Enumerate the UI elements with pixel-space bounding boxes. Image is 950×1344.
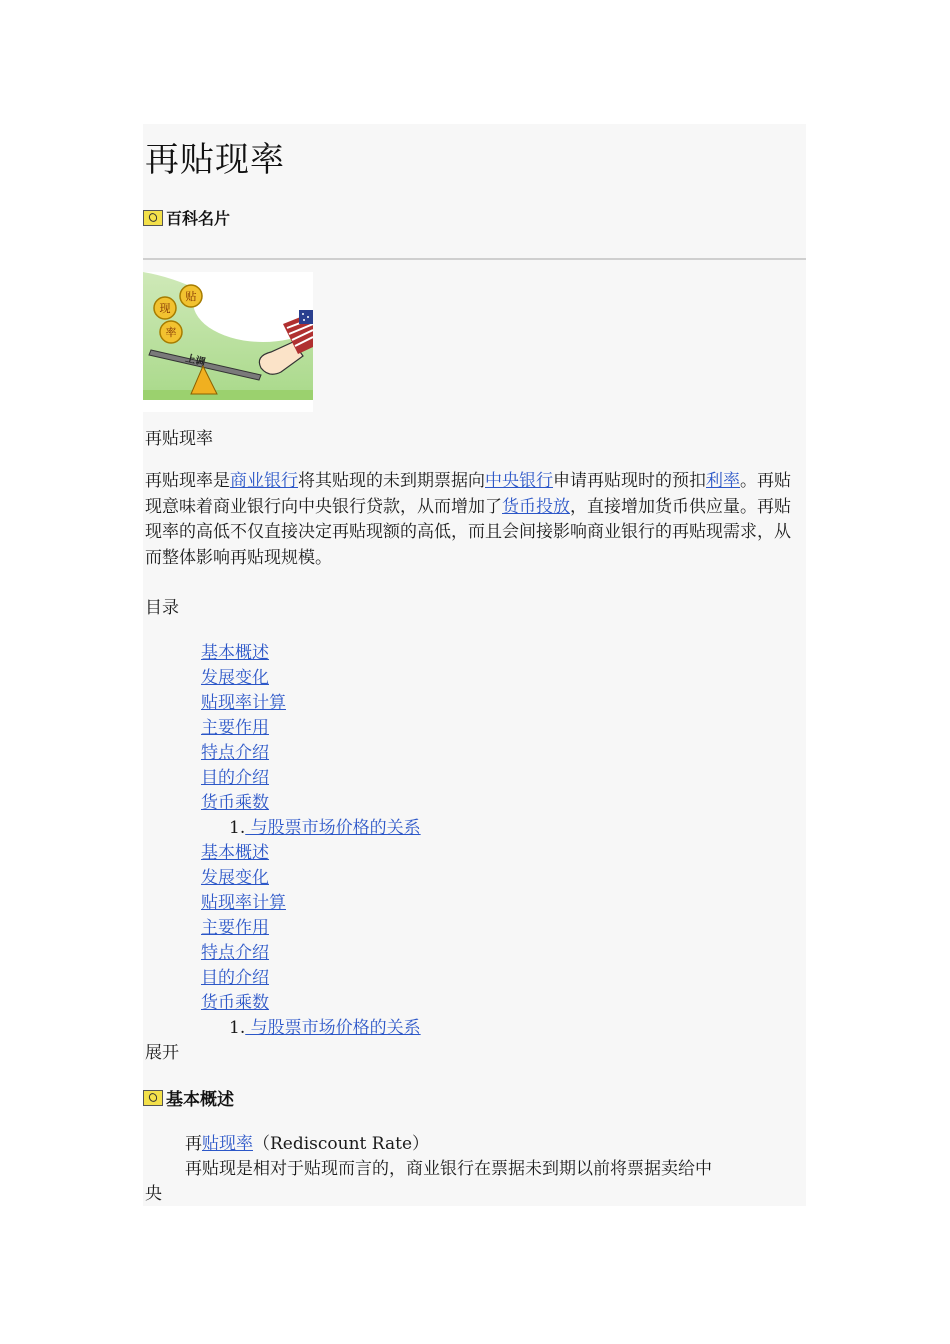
toc-item[interactable]: 贴现率计算: [201, 893, 286, 913]
intro-paragraph: [145, 469, 807, 571]
section-basic-overview-header: [143, 1085, 234, 1110]
toc-item[interactable]: 目的介绍: [201, 968, 269, 988]
toc-item[interactable]: 基本概述: [201, 843, 269, 863]
body-text: （Rediscount Rate）: [253, 1134, 430, 1154]
link-money-supply[interactable]: 货币投放: [502, 496, 570, 517]
toc-item[interactable]: 主要作用: [201, 718, 269, 738]
expand-toggle[interactable]: 展开: [145, 1043, 179, 1063]
toc-item[interactable]: 特点介绍: [201, 943, 269, 963]
image-caption: 再贴现率: [145, 429, 213, 449]
section-icon: [143, 210, 163, 226]
page-title: 再贴现率: [145, 140, 285, 180]
card-section-header: [143, 206, 230, 229]
toc-item[interactable]: 特点介绍: [201, 743, 269, 763]
illustration-image: [143, 272, 313, 412]
toc-item[interactable]: 货币乘数: [201, 993, 269, 1013]
link-interest-rate[interactable]: 利率: [706, 471, 740, 491]
beam-label: 上调: [184, 353, 207, 369]
link-central-bank[interactable]: 中央银行: [485, 471, 553, 491]
section-icon: [143, 1090, 163, 1106]
intro-text: 再贴现率是: [145, 471, 230, 491]
toc-item[interactable]: 基本概述: [201, 643, 269, 663]
intro-text: 将其贴现的未到期票据向: [298, 471, 485, 491]
toc-sub-number: 1.: [229, 818, 246, 838]
toc-item[interactable]: 主要作用: [201, 918, 269, 938]
body-text: 再贴现是相对于贴现而言的，商业银行在票据未到期以前将票据卖给中: [185, 1159, 712, 1179]
table-of-contents: [201, 641, 421, 1041]
link-discount-rate[interactable]: 贴现率: [202, 1134, 253, 1154]
toc-sub-item[interactable]: 与股票市场价格的关系: [245, 818, 421, 838]
intro-text: 申请再贴现时的预扣: [553, 471, 706, 491]
document-page: [143, 124, 806, 1206]
coin-label: 率: [165, 326, 177, 339]
body-text: 央: [145, 1184, 162, 1204]
toc-sub-item[interactable]: 与股票市场价格的关系: [245, 1018, 421, 1038]
coin-label: 贴: [185, 290, 197, 303]
toc-sub-number: 1.: [229, 1018, 246, 1038]
toc-item[interactable]: 目的介绍: [201, 768, 269, 788]
body-text: 再: [185, 1134, 202, 1154]
divider: [143, 258, 806, 260]
toc-item[interactable]: 发展变化: [201, 668, 269, 688]
section-body: [145, 1132, 807, 1207]
coin-label: 现: [159, 302, 171, 315]
intro-text: 。再贴现意味着商业银行向中央银行贷款，从而增加了: [145, 471, 791, 517]
section-heading: 基本概述: [166, 1090, 234, 1110]
toc-item[interactable]: 货币乘数: [201, 793, 269, 813]
toc-item[interactable]: 发展变化: [201, 868, 269, 888]
link-commercial-bank[interactable]: 商业银行: [230, 471, 298, 491]
toc-title: 目录: [145, 598, 179, 618]
card-section-label: 百科名片: [166, 209, 231, 228]
toc-item[interactable]: 贴现率计算: [201, 693, 286, 713]
intro-text: ，直接增加货币供应量。再贴现率的高低不仅直接决定再贴现额的高低，而且会间接影响商业银行的再贴现需求，从而整体影响再贴现规模。: [145, 496, 791, 568]
